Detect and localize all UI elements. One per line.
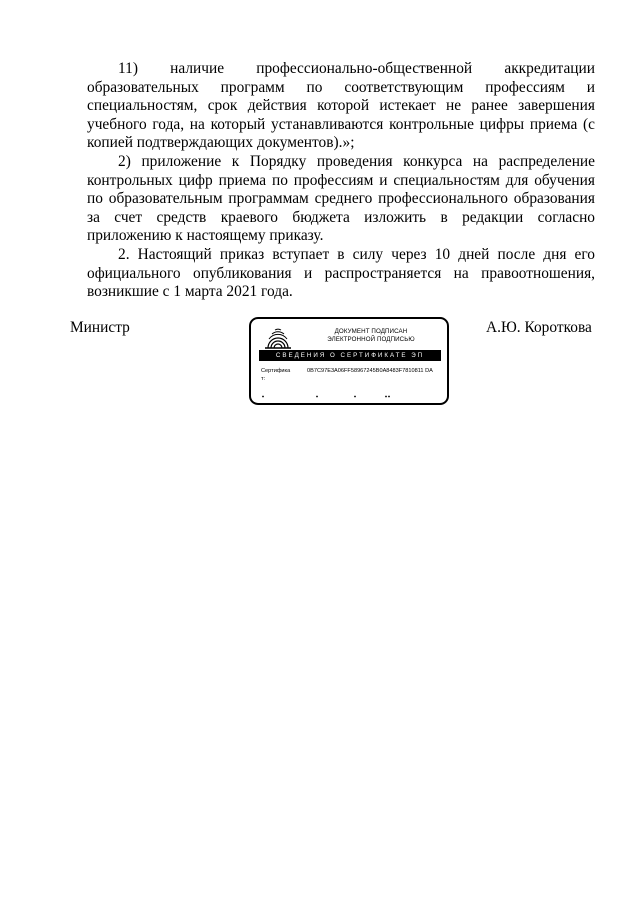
stamp-header: [301, 328, 441, 344]
paragraph-item-2: 2) приложение к Порядку проведения конкурса на распределение контрольных цифр приема по профессиям и специальностям для обучения по образовательным программам среднего профессионального образования за счет средств краевого бюджета изложить в редакции согласно приложению к настоящему приказу.: [87, 152, 595, 245]
stamp-certificate-bar: СВЕДЕНИЯ О СЕРТИФИКАТЕ ЭП: [259, 350, 441, 361]
paragraph-effective-date: 2. Настоящий приказ вступает в силу через 10 дней после дня его официального опубликования и распространяется на правоотношения, возникшие с 1 марта 2021 года.: [87, 245, 595, 301]
signer-position: Министр: [70, 319, 130, 336]
stamp-header-line-1: ДОКУМЕНТ ПОДПИСАН: [334, 328, 408, 335]
electronic-signature-stamp: [249, 317, 449, 405]
stamp-cut-off-line: [261, 395, 431, 398]
stamp-certificate-label: Сертифика т:: [261, 368, 291, 382]
paragraph-item-11: 11) наличие профессионально-общественной аккредитации образовательных программ по соответствующим профессиям и специальностям, срок действия которой истекает не ранее завершения учебного года, на который устанавливаются контрольные цифры приема (с копией подтверждающих документов).»;: [87, 60, 595, 152]
signer-name: А.Ю. Короткова: [486, 319, 592, 336]
order-text: [87, 60, 595, 302]
stamp-header-line-2: ЭЛЕКТРОННОЙ ПОДПИСЬЮ: [327, 336, 415, 343]
stamp-certificate-value: 0B7C97E3A06FF58967245B0A8483F7810811 DA: [307, 368, 433, 374]
fingerprint-emblem-icon: [265, 327, 291, 349]
